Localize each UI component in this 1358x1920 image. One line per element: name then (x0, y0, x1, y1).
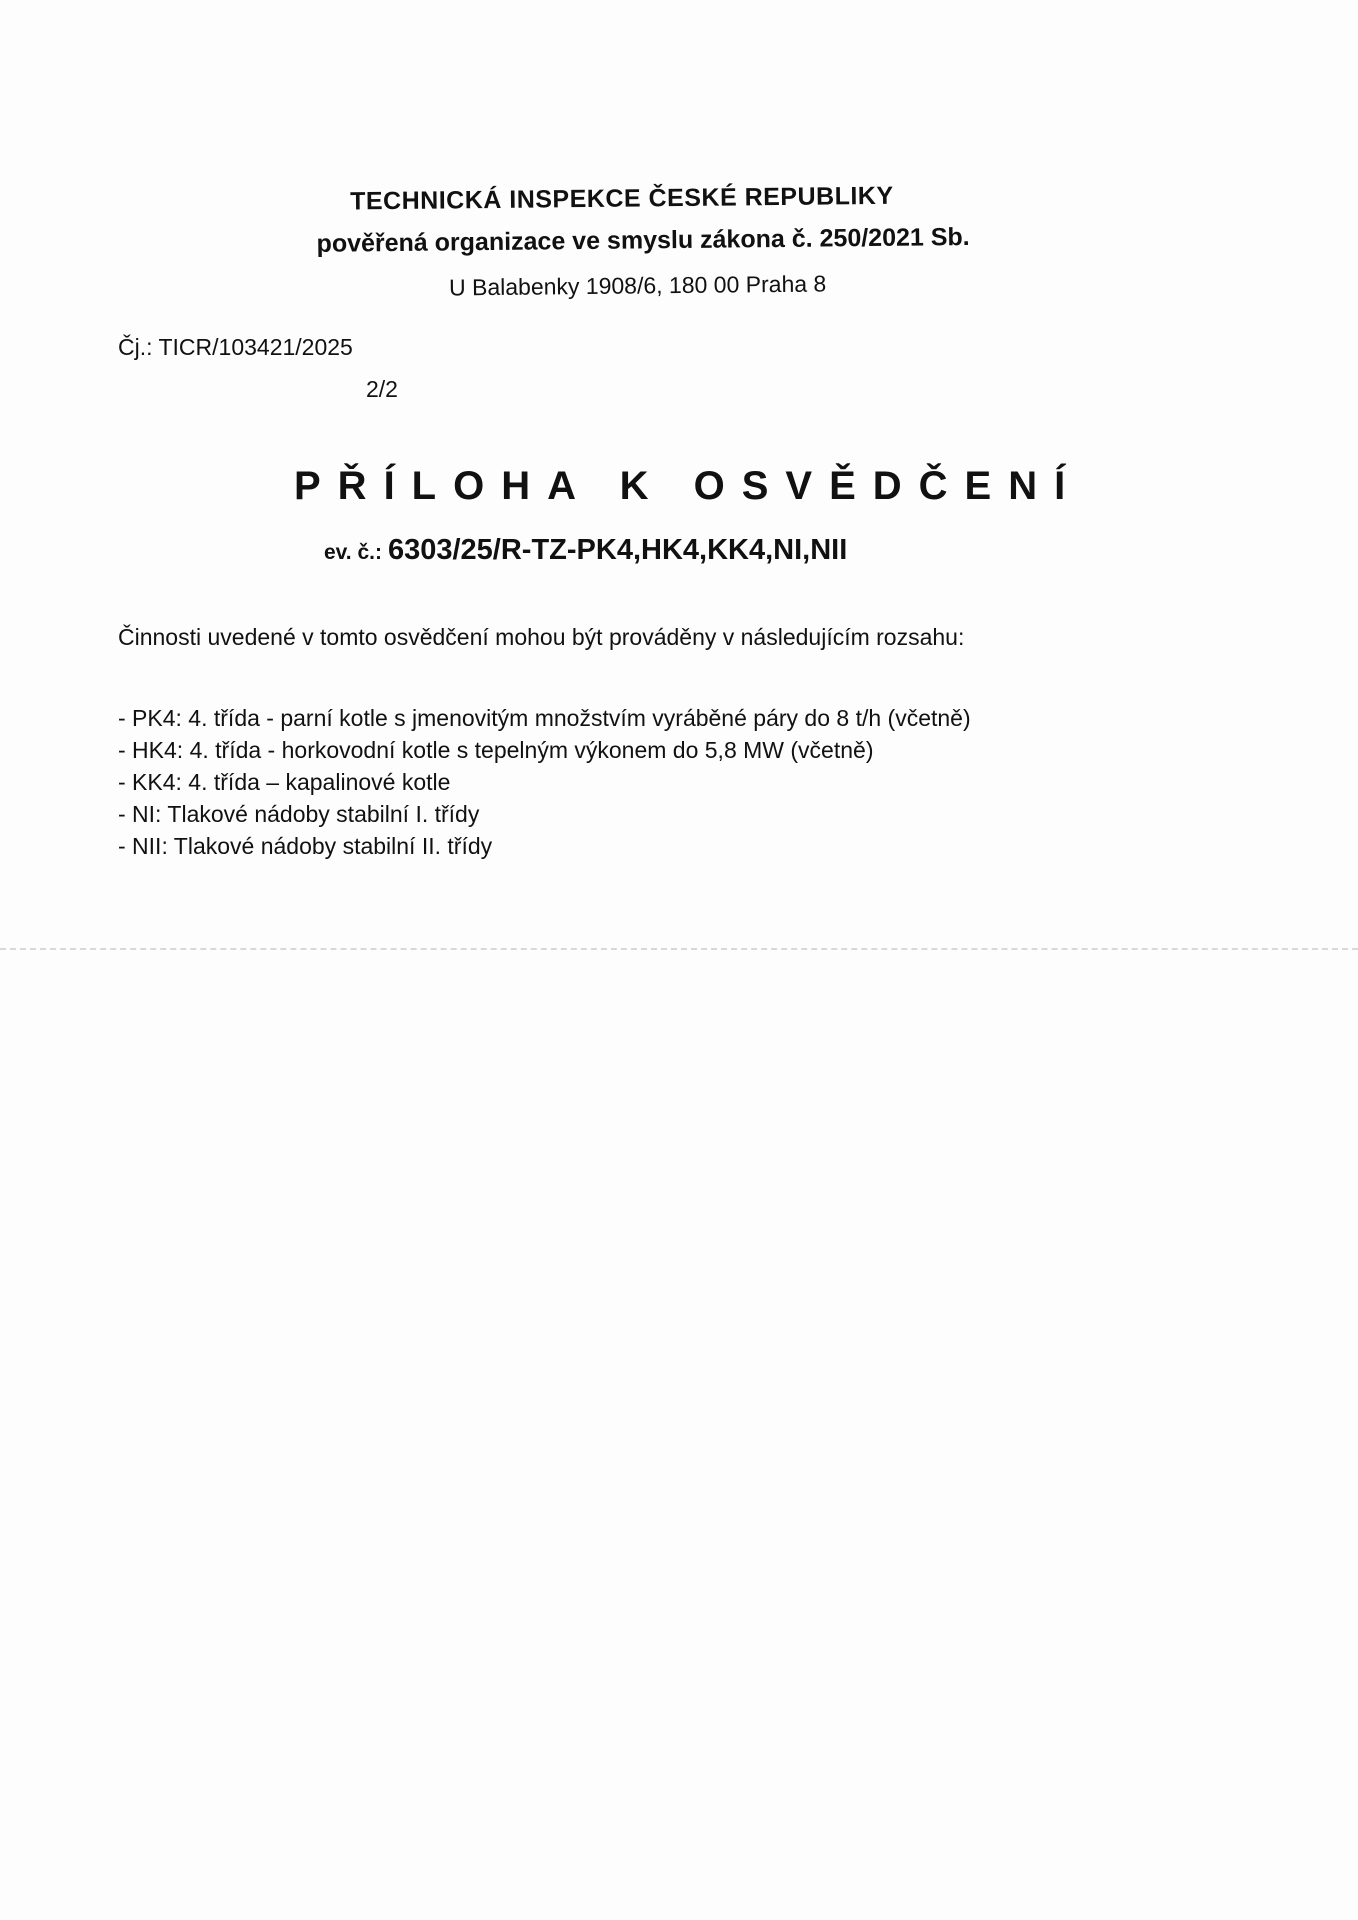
scope-item-kk4: - KK4: 4. třída – kapalinové kotle (118, 769, 451, 795)
scope-item-ni: - NI: Tlakové nádoby stabilní I. třídy (118, 801, 480, 827)
page-number: 2/2 (366, 376, 398, 402)
scope-list (118, 702, 971, 862)
paper-fold-line (0, 948, 1358, 950)
scope-item-pk4: - PK4: 4. třída - parní kotle s jmenovitým množstvím vyráběné páry do 8 t/h (včetně) (118, 705, 971, 731)
intro-paragraph: Činnosti uvedené v tomto osvědčení mohou být prováděny v následujícím rozsahu: (118, 624, 965, 650)
evidence-number-line (324, 534, 847, 567)
evidence-label: ev. č.: (324, 541, 382, 564)
scope-item-nii: - NII: Tlakové nádoby stabilní II. třídy (118, 833, 493, 859)
evidence-number: 6303/25/R-TZ-PK4,HK4,KK4,NI,NII (387, 534, 848, 566)
scope-item-hk4: - HK4: 4. třída - horkovodní kotle s tepelným výkonem do 5,8 MW (včetně) (118, 737, 874, 763)
letterhead (300, 180, 1060, 301)
organization-subtitle: pověřená organizace ve smyslu zákona č. 250/2021 Sb. (316, 222, 970, 258)
reference-number: Čj.: TICR/103421/2025 (118, 334, 353, 360)
document-title: PŘÍLOHA K OSVĚDČENÍ (294, 464, 1083, 508)
organization-address: U Balabenky 1908/6, 180 00 Praha 8 (448, 270, 827, 301)
organization-name: TECHNICKÁ INSPEKCE ČESKÉ REPUBLIKY (349, 181, 894, 216)
